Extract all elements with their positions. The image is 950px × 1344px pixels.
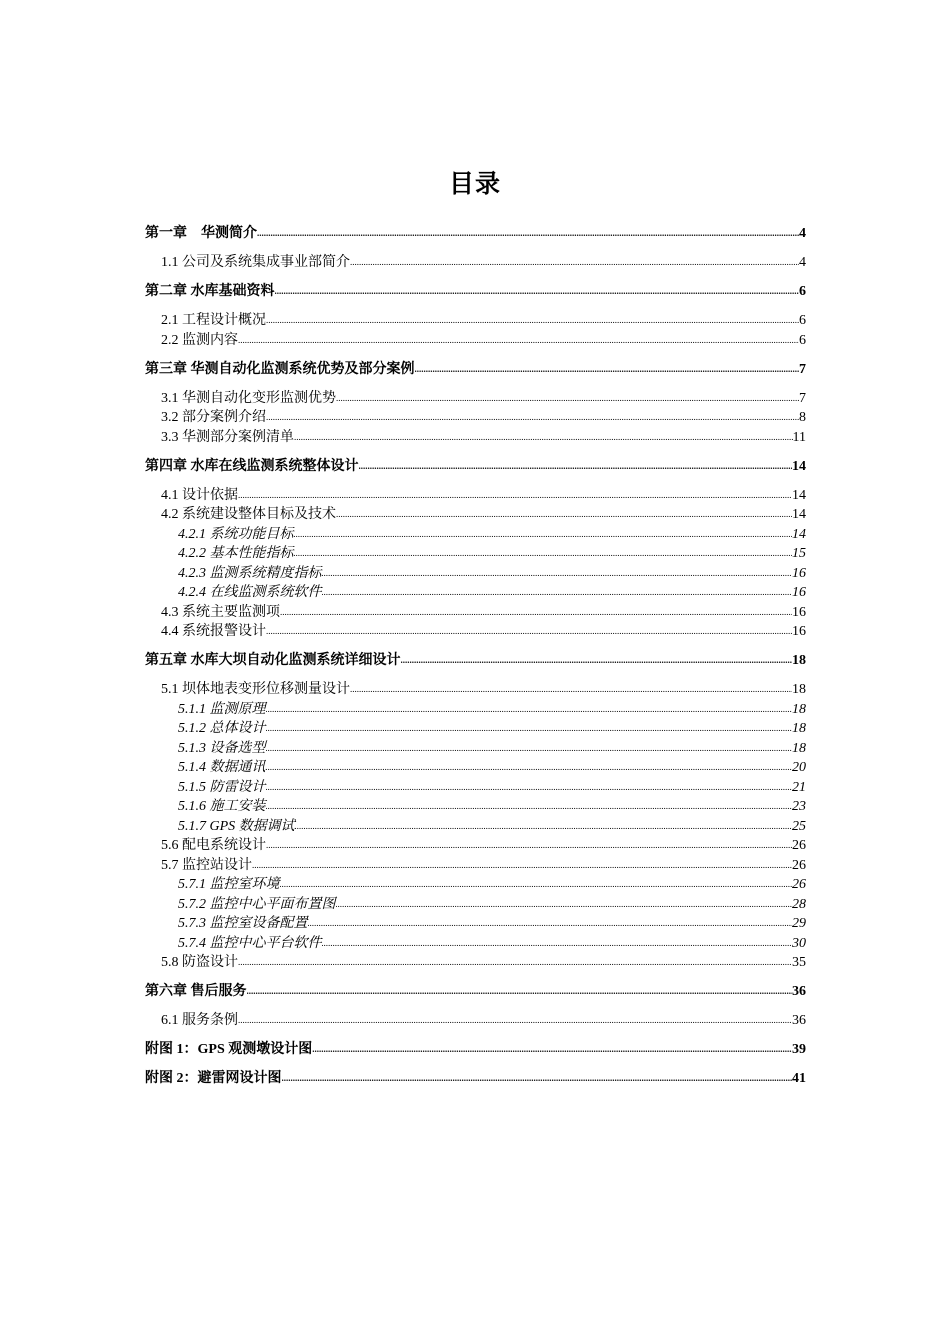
toc-entry-page-number: 21: [792, 779, 806, 795]
toc-entry-page-number: 8: [799, 410, 806, 425]
toc-entry-label: 4.4 系统报警设计: [161, 624, 266, 639]
toc-chapter-entry[interactable]: [145, 224, 806, 244]
toc-entry-page-number: 7: [799, 361, 806, 377]
toc-entry-page-number: 6: [799, 332, 806, 348]
toc-entry-page-number: 4: [799, 255, 806, 270]
dot-leader: [336, 389, 799, 409]
dot-leader: [266, 778, 793, 798]
toc-chapter-entry[interactable]: [145, 982, 806, 1002]
toc-entry-label: 5.1.3 设备选型: [178, 740, 266, 756]
toc-entry[interactable]: [145, 700, 806, 720]
dot-leader: [336, 895, 793, 915]
dot-leader: [415, 360, 800, 380]
dot-leader: [266, 739, 793, 759]
toc-entry[interactable]: [145, 797, 806, 817]
dot-leader: [275, 282, 800, 302]
toc-entry[interactable]: [145, 564, 806, 584]
toc-entry[interactable]: [145, 719, 806, 739]
dot-leader: [252, 856, 792, 876]
toc-entry[interactable]: [145, 758, 806, 778]
toc-entry-page-number: 18: [792, 721, 806, 736]
toc-entry-label: 5.1.6 施工安装: [178, 799, 266, 814]
toc-entry-label: 2.2 监测内容: [161, 332, 238, 348]
dot-leader: [294, 428, 793, 448]
dot-leader: [350, 253, 799, 273]
toc-entry-label: 第一章 华测简介: [145, 226, 257, 241]
toc-entry-label: 5.6 配电系统设计: [161, 838, 266, 853]
toc-entry-label: 第二章 水库基础资料: [145, 284, 275, 299]
dot-leader: [238, 331, 799, 351]
dot-leader: [308, 914, 793, 934]
toc-entry-page-number: 36: [792, 1013, 806, 1028]
toc-entry-page-number: 11: [792, 429, 806, 445]
toc-entry-page-number: 18: [792, 653, 806, 668]
toc-entry-label: 第五章 水库大坝自动化监测系统详细设计: [145, 653, 401, 668]
toc-entry-page-number: 4: [799, 226, 806, 241]
toc-chapter-entry[interactable]: [145, 651, 806, 671]
toc-entry-label: 5.1.7 GPS 数据调试: [178, 818, 295, 834]
toc-entry-page-number: 14: [792, 487, 806, 503]
toc-entry[interactable]: [145, 934, 806, 954]
toc-entry-label: 4.2 系统建设整体目标及技术: [161, 507, 336, 522]
toc-entry-label: 5.1.1 监测原理: [178, 701, 266, 717]
toc-entry[interactable]: [145, 778, 806, 798]
dot-leader: [266, 700, 793, 720]
toc-entry-page-number: 14: [792, 507, 806, 522]
dot-leader: [322, 583, 793, 603]
toc-entry[interactable]: [145, 680, 806, 700]
toc-entry-page-number: 39: [792, 1042, 806, 1057]
toc-entry[interactable]: [145, 311, 806, 331]
table-of-contents: [145, 224, 806, 1098]
dot-leader: [359, 457, 793, 477]
toc-entry-label: 5.1.4 数据通讯: [178, 760, 266, 775]
toc-entry-label: 6.1 服务条例: [161, 1013, 238, 1028]
toc-entry-page-number: 16: [792, 585, 806, 600]
toc-entry[interactable]: [145, 525, 806, 545]
dot-leader: [401, 651, 793, 671]
toc-entry-page-number: 18: [792, 701, 806, 717]
toc-entry-label: 5.7.4 监控中心平台软件: [178, 935, 322, 951]
toc-entry-label: 5.7 监控站设计: [161, 857, 252, 873]
toc-entry-label: 5.1.5 防雷设计: [178, 779, 266, 795]
toc-chapter-entry[interactable]: [145, 1040, 806, 1060]
toc-entry-page-number: 16: [792, 624, 806, 639]
toc-entry[interactable]: [145, 253, 806, 273]
toc-entry-label: 4.2.3 监测系统精度指标: [178, 565, 322, 581]
toc-entry-page-number: 16: [792, 604, 806, 620]
toc-entry-page-number: 7: [799, 390, 806, 406]
toc-entry-label: 4.1 设计依据: [161, 487, 238, 503]
toc-entry[interactable]: [145, 389, 806, 409]
toc-entry-page-number: 35: [792, 955, 806, 970]
dot-leader: [238, 486, 792, 506]
toc-entry-label: 5.1 坝体地表变形位移测量设计: [161, 682, 350, 697]
dot-leader: [294, 544, 793, 564]
dot-leader: [266, 622, 792, 642]
dot-leader: [257, 224, 799, 244]
dot-leader: [336, 505, 792, 525]
toc-entry[interactable]: [145, 895, 806, 915]
toc-chapter-entry[interactable]: [145, 457, 806, 477]
toc-entry-label: 5.7.1 监控室环境: [178, 877, 280, 892]
toc-entry-page-number: 18: [792, 740, 806, 756]
toc-entry-label: 2.1 工程设计概况: [161, 313, 266, 328]
toc-entry-page-number: 23: [792, 799, 806, 814]
toc-chapter-entry[interactable]: [145, 282, 806, 302]
toc-entry-label: 3.2 部分案例介绍: [161, 410, 266, 425]
toc-entry-label: 4.2.2 基本性能指标: [178, 546, 294, 561]
toc-entry[interactable]: [145, 544, 806, 564]
toc-entry-label: 4.2.4 在线监测系统软件: [178, 585, 322, 600]
toc-entry-page-number: 14: [792, 458, 806, 474]
toc-entry[interactable]: [145, 914, 806, 934]
toc-entry[interactable]: [145, 953, 806, 973]
toc-entry[interactable]: [145, 408, 806, 428]
toc-entry-page-number: 16: [792, 565, 806, 581]
toc-entry[interactable]: [145, 875, 806, 895]
toc-entry-page-number: 18: [792, 682, 806, 697]
toc-entry[interactable]: [145, 428, 806, 448]
dot-leader: [266, 719, 793, 739]
toc-entry-page-number: 6: [799, 284, 806, 299]
toc-entry-page-number: 20: [792, 760, 806, 775]
dot-leader: [295, 817, 792, 837]
toc-entry[interactable]: [145, 836, 806, 856]
dot-leader: [282, 1069, 793, 1089]
toc-entry-label: 1.1 公司及系统集成事业部简介: [161, 255, 350, 270]
toc-entry-page-number: 26: [792, 877, 806, 892]
toc-entry[interactable]: [145, 856, 806, 876]
toc-entry-page-number: 26: [792, 857, 806, 873]
toc-entry-label: 3.1 华测自动化变形监测优势: [161, 390, 336, 406]
toc-entry-label: 4.3 系统主要监测项: [161, 604, 280, 620]
dot-leader: [266, 797, 793, 817]
dot-leader: [312, 1040, 792, 1060]
dot-leader: [280, 603, 792, 623]
toc-chapter-entry[interactable]: [145, 1069, 806, 1089]
dot-leader: [266, 836, 792, 856]
toc-chapter-entry[interactable]: [145, 360, 806, 380]
toc-entry-label: 第六章 售后服务: [145, 984, 247, 999]
toc-entry-label: 5.8 防盗设计: [161, 955, 238, 970]
toc-entry-label: 5.1.2 总体设计: [178, 721, 266, 736]
toc-entry-label: 第三章 华测自动化监测系统优势及部分案例: [145, 361, 415, 377]
dot-leader: [322, 564, 793, 584]
toc-entry[interactable]: [145, 505, 806, 525]
page-title: 目录: [448, 169, 501, 198]
toc-entry-page-number: 28: [792, 896, 806, 912]
dot-leader: [266, 311, 799, 331]
toc-entry[interactable]: [145, 739, 806, 759]
toc-entry-page-number: 25: [792, 818, 806, 834]
toc-entry[interactable]: [145, 1011, 806, 1031]
dot-leader: [266, 408, 799, 428]
toc-entry-label: 5.7.2 监控中心平面布置图: [178, 896, 336, 912]
toc-entry-label: 第四章 水库在线监测系统整体设计: [145, 458, 359, 474]
toc-entry-page-number: 41: [792, 1071, 806, 1086]
dot-leader: [266, 758, 793, 778]
toc-entry[interactable]: [145, 331, 806, 351]
dot-leader: [322, 934, 793, 954]
toc-entry-page-number: 14: [792, 526, 806, 542]
dot-leader: [350, 680, 792, 700]
dot-leader: [294, 525, 793, 545]
toc-entry[interactable]: [145, 817, 806, 837]
toc-entry-label: 5.7.3 监控室设备配置: [178, 916, 308, 931]
toc-entry-page-number: 29: [792, 916, 806, 931]
toc-entry[interactable]: [145, 622, 806, 642]
dot-leader: [280, 875, 793, 895]
toc-entry[interactable]: [145, 603, 806, 623]
toc-entry-page-number: 15: [792, 546, 806, 561]
toc-entry-page-number: 30: [792, 935, 806, 951]
toc-entry[interactable]: [145, 486, 806, 506]
toc-entry-page-number: 26: [792, 838, 806, 853]
dot-leader: [238, 953, 792, 973]
toc-entry-page-number: 6: [799, 313, 806, 328]
toc-entry-label: 3.3 华测部分案例清单: [161, 429, 294, 445]
dot-leader: [238, 1011, 792, 1031]
toc-entry-label: 附图 2：避雷网设计图: [145, 1071, 282, 1086]
toc-entry-label: 4.2.1 系统功能目标: [178, 526, 294, 542]
toc-entry-label: 附图 1：GPS 观测墩设计图: [145, 1042, 313, 1057]
dot-leader: [247, 982, 793, 1002]
toc-entry-page-number: 36: [792, 984, 806, 999]
toc-entry[interactable]: [145, 583, 806, 603]
